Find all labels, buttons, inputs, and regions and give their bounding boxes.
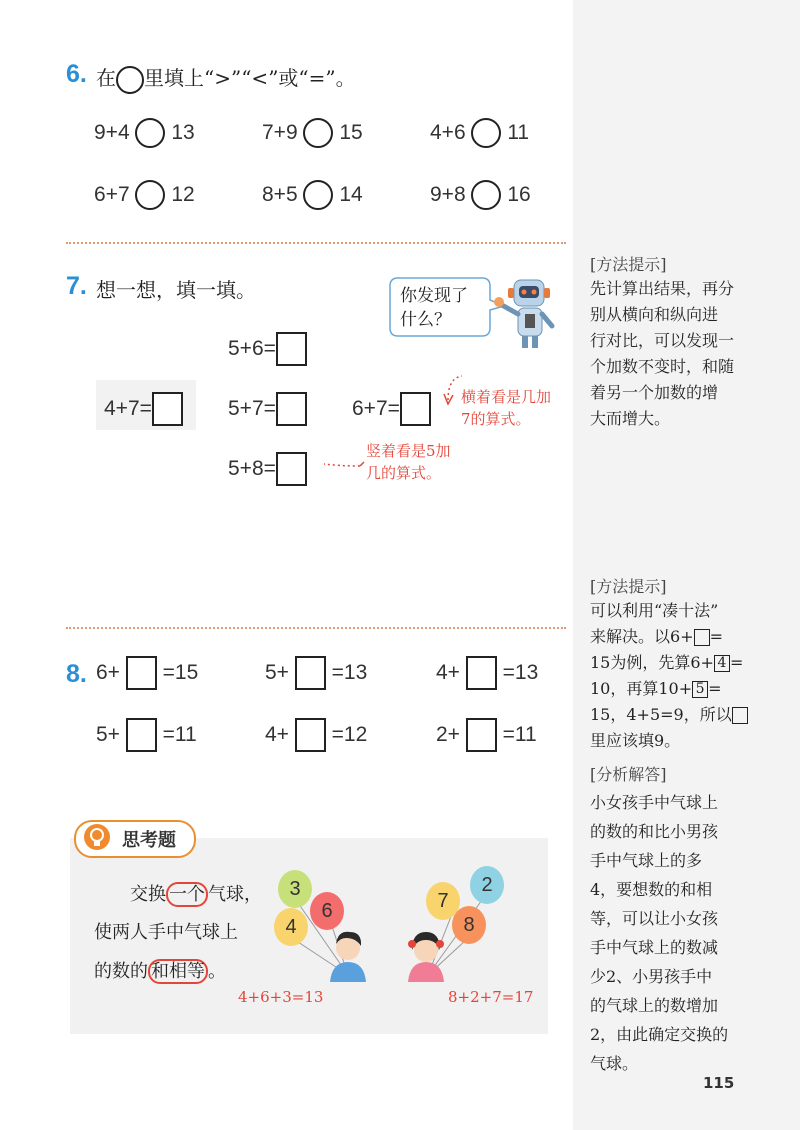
answer-box[interactable] — [126, 656, 157, 690]
tip-3-body: 小女孩手中气球上 的数的和比小男孩 手中气球上的多 4，要想数的和相 等，可以让小女孩 手中气球上的数减 少2、小男孩手中 的气球上的数增加 2，由此确定交换的 气球。 — [590, 793, 729, 1073]
answer-circle[interactable] — [471, 180, 501, 210]
answer-box[interactable] — [126, 718, 157, 752]
girl-balloon-7: 7 — [426, 882, 460, 920]
answer-box[interactable] — [276, 452, 307, 486]
answer-circle[interactable] — [135, 118, 165, 148]
q8-item-6: 2+ =11 — [436, 718, 537, 752]
answer-circle[interactable] — [303, 118, 333, 148]
q8-item-2: 5+ =13 — [265, 656, 367, 690]
q8-item-5: 4+ =12 — [265, 718, 367, 752]
divider — [66, 627, 566, 629]
thinking-label: 思考题 — [122, 830, 176, 851]
q7-item-6plus7: 6+7= — [352, 392, 431, 426]
answer-box[interactable] — [466, 718, 497, 752]
question-7-prompt: 想一想，填一填。 — [96, 278, 256, 302]
blank-box-icon — [694, 629, 710, 646]
q6-item-2: 7+9 15 — [262, 118, 363, 148]
answer-circle[interactable] — [471, 118, 501, 148]
lightbulb-icon — [80, 822, 114, 854]
q7-item-5plus6: 5+6= — [228, 332, 307, 366]
q6-item-3: 4+6 11 — [430, 118, 529, 148]
q8-item-1: 6+ =15 — [96, 656, 198, 690]
q8-item-4: 5+ =11 — [96, 718, 197, 752]
answer-box[interactable] — [276, 332, 307, 366]
tip-1-heading: [方法提示] — [590, 255, 667, 274]
q7-item-5plus7: 5+7= — [228, 392, 307, 426]
q6-item-1: 9+4 13 — [94, 118, 195, 148]
q8-item-3: 4+ =13 — [436, 656, 538, 690]
tip-3-heading: [分析解答] — [590, 765, 667, 784]
tip-2-heading: [方法提示] — [590, 577, 667, 596]
answer-circle[interactable] — [303, 180, 333, 210]
prompt-before: 在 — [96, 66, 116, 90]
thinking-line-1: 交换 一个 气球， — [130, 884, 262, 905]
answer-box[interactable] — [295, 718, 326, 752]
question-6-number: 6. — [66, 60, 87, 88]
answer-circle[interactable] — [135, 180, 165, 210]
note-horizontal: 横着看是几加 7的算式。 — [461, 388, 552, 428]
page-number: 115 — [703, 1074, 735, 1092]
girl-equation: 8+2+7=17 — [448, 988, 534, 1006]
q7-item-5plus8: 5+8= — [228, 452, 307, 486]
q6-item-5: 8+5 14 — [262, 180, 363, 210]
girl-balloon-8: 8 — [452, 906, 486, 944]
blank-box-icon — [732, 707, 748, 724]
q6-item-6: 9+8 16 — [430, 180, 531, 210]
boy-balloon-4: 4 — [274, 908, 308, 946]
speech-text: 你发现了 什么？ — [400, 286, 468, 330]
boy-balloon-3: 3 — [278, 870, 312, 908]
prompt-after: 里填上“>”“<”或“=”。 — [144, 66, 356, 90]
boy-balloon-6: 6 — [310, 892, 344, 930]
q6-item-4: 6+7 12 — [94, 180, 195, 210]
question-7-number: 7. — [66, 272, 87, 300]
q7-item-4plus7: 4+7= — [104, 392, 183, 426]
tip-1-body: 先计算出结果，再分 别从横向和纵向进 行对比，可以发现一 个加数不变时，和随 着另一个加数的增 大而增大。 — [590, 279, 735, 428]
answer-box[interactable] — [295, 656, 326, 690]
answer-box[interactable] — [466, 656, 497, 690]
robot-icon — [492, 274, 564, 354]
answer-box[interactable] — [276, 392, 307, 426]
boy-equation: 4+6+3=13 — [238, 988, 324, 1006]
girl-balloon-2: 2 — [470, 866, 504, 904]
note-vertical: 竖着看是5加 几的算式。 — [366, 442, 451, 482]
circle-blank-icon — [116, 66, 144, 94]
question-6-prompt — [96, 62, 356, 94]
thinking-line-3: 的数的 和相等 。 — [94, 961, 226, 982]
divider — [66, 242, 566, 244]
thinking-line-2: 使两人手中气球上 — [94, 922, 238, 943]
answer-box[interactable] — [152, 392, 183, 426]
tip-2-body: 可以利用“凑十法” 来解决。以6+ = 15为例，先算6+ 4 = 10，再算10+ 5 = 15，4+5=9，所以 里应该填9。 — [590, 598, 748, 754]
question-8-number: 8. — [66, 660, 87, 688]
